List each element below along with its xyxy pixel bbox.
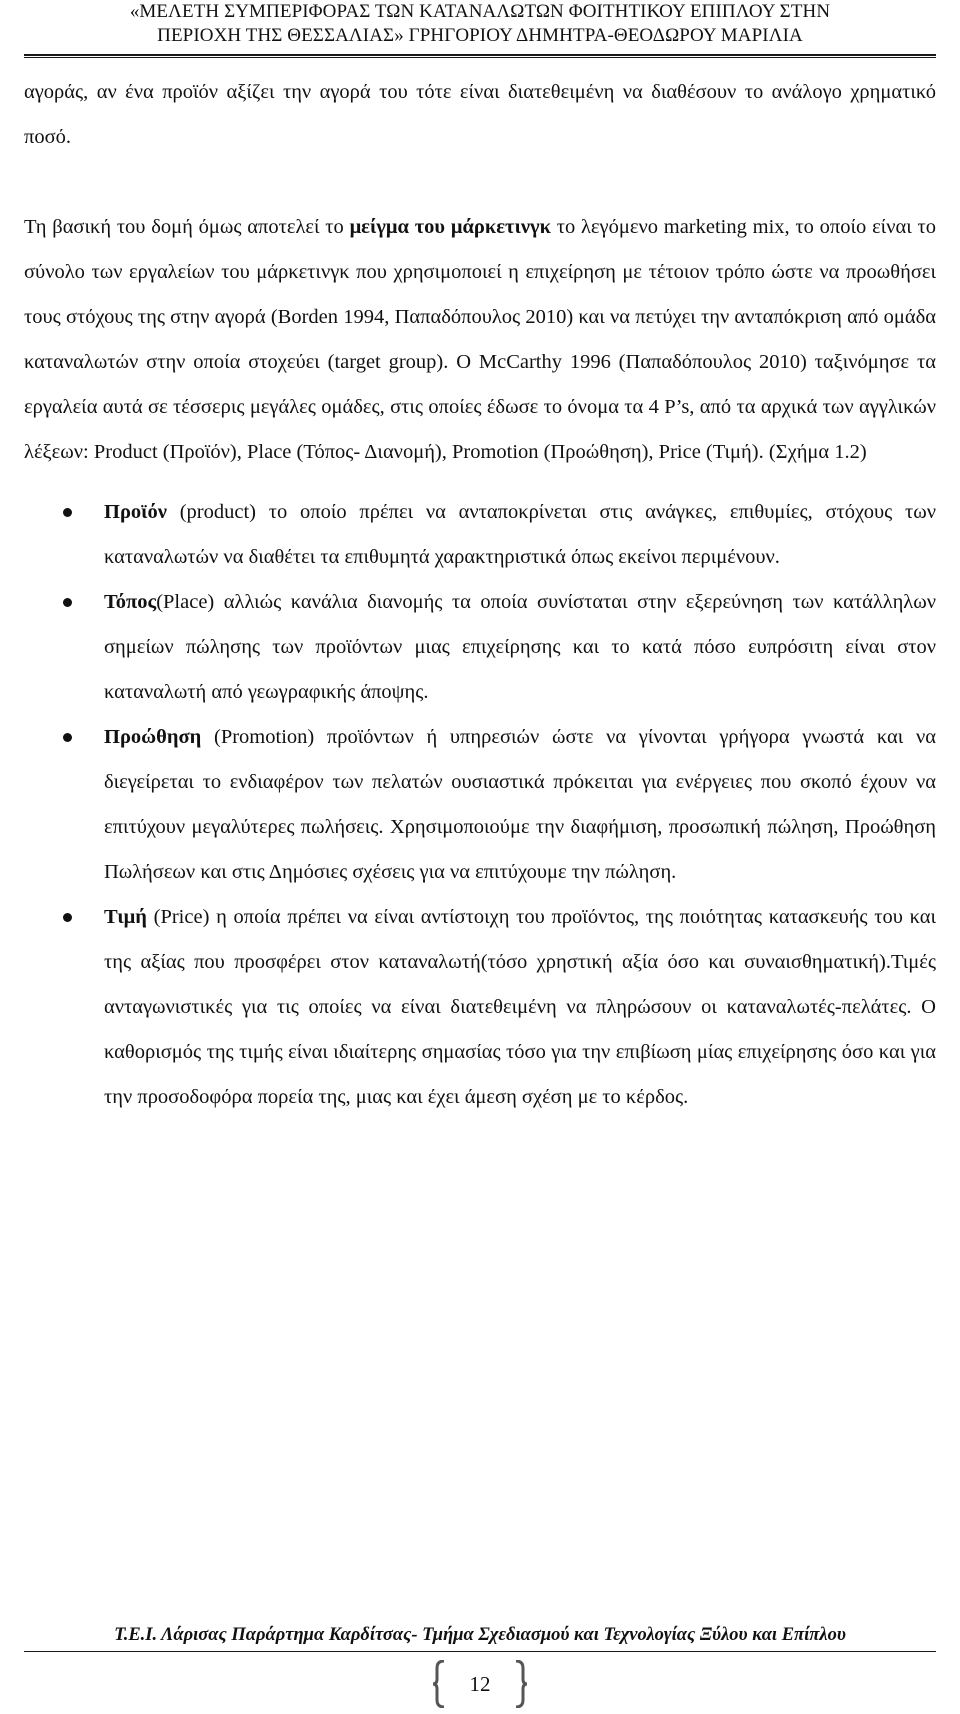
bullet-icon [63,508,72,517]
list-item-text: (Promotion) προϊόντων ή υπηρεσιών ώστε να γίνονται γρήγορα γνωστά και να διεγείρεται το ενδιαφέρον των πελατών ουσιαστικά πρόκειται για ενέργειες που σκοπό έχουν να επιτύχουν μεγαλύτερες πωλήσεις. Χρησιμοποιούμε την διαφήμιση, προσωπική πώληση, Προώθηση Πωλήσεων και στις Δημόσιες σχέσεις για να επιτύχουμε την πώληση. [104,726,936,883]
list-item-term: Τόπος [104,591,157,613]
footer-rule [24,1651,936,1652]
list-item [24,895,936,1120]
list-item-term: Προώθηση [104,726,202,748]
header-line-1: «ΜΕΛΕΤΗ ΣΥΜΠΕΡΙΦΟΡΑΣ ΤΩΝ ΚΑΤΑΝΑΛΩΤΩΝ ΦΟΙΤΗΤΙΚΟΥ ΕΠΙΠΛΟΥ ΣΤΗΝ [129,1,831,22]
main-paragraph-rest: το λεγόμενο marketing mix, το οποίο είναι το σύνολο των εργαλείων του μάρκετινγκ που χρησιμοποιεί η επιχείρηση με τέτοιον τρόπο ώστε να προωθήσει τους στόχους της στην αγορά (Borden 1994, Παπαδόπουλος 2010) και να πετύχει την ανταπόκριση από ομάδα καταναλωτών στην οποία στοχεύει (target group). O McCarthy 1996 (Παπαδόπουλος 2010) ταξινόμησε τα εργαλεία αυτά σε τέσσερις μεγάλες ομάδες, στις οποίες έδωσε το όνομα τα 4 P’s, από τα αρχικά των αγγλικών λέξεων: Product (Προϊόν), Place (Τόπος- Διανομή), Promotion (Προώθηση), Price (Τιμή). (Σχήμα 1.2) [24,216,936,463]
list-item-text: (Price) η οποία πρέπει να είναι αντίστοιχη του προϊόντος, της ποιότητας κατασκευής του και της αξίας που προσφέρει στον καταναλωτή(τόσο χρηστική αξία όσο και συναισθηματική).Τιμές ανταγωνιστικές για τις οποίες να είναι διατεθειμένη να πληρώσουν οι καταναλωτές-πελάτες. Ο καθορισμός της τιμής είναι ιδιαίτερης σημασίας τόσο για την επιβίωση μίας επιχείρησης όσο και για την προσοδοφόρα πορεία της, μιας και έχει άμεση σχέση με το κέρδος. [104,906,936,1108]
list-item-text: (Place) αλλιώς κανάλια διανομής τα οποία συνίσταται στην εξερεύνηση των κατάλληλων σημείων πώλησης των προϊόντων μιας επιχείρησης και το κατά πόσο ευπρόσιτη είναι στον καταναλωτή από γεωγραφικής άποψης. [104,591,936,703]
running-header [24,0,936,48]
marketing-mix-term: μείγμα του μάρκετινγκ [349,216,551,238]
page-number-box [432,1660,528,1708]
page-number: 12 [469,1672,491,1696]
main-paragraph-start: Τη βασική του δομή όμως αποτελεί το [24,216,350,238]
bullet-icon [63,733,72,742]
list-item [24,580,936,715]
marketing-mix-list [24,490,936,1120]
right-brace-icon [514,1660,528,1708]
bullet-icon [63,598,72,607]
bullet-icon [63,913,72,922]
running-footer: Τ.Ε.Ι. Λάρισας Παράρτημα Καρδίτσας- Τμήμα Σχεδιασμού και Τεχνολογίας Ξύλου και Επίπλου [114,1625,846,1645]
list-item-term: Προϊόν [104,501,167,523]
list-item-text: (product) το οποίο πρέπει να ανταποκρίνεται στις ανάγκες, επιθυμίες, στόχους των καταναλωτών να διαθέτει τα επιθυμητά χαρακτηριστικά όπως εκείνοι περιμένουν. [104,501,936,568]
header-rule [24,54,936,58]
body-text [24,70,936,1120]
list-item [24,490,936,580]
main-paragraph [24,205,936,475]
intro-paragraph: αγοράς, αν ένα προϊόν αξίζει την αγορά του τότε είναι διατεθειμένη να διαθέσουν το ανάλογο χρηματικό ποσό. [24,81,936,148]
list-item [24,715,936,895]
left-brace-icon [432,1660,446,1708]
header-line-2: ΠΕΡΙΟΧΗ ΤΗΣ ΘΕΣΣΑΛΙΑΣ» ΓΡΗΓΟΡΙΟΥ ΔΗΜΗΤΡΑ-ΘΕΟΔΩΡΟΥ ΜΑΡΙΛΙΑ [157,25,803,46]
list-item-term: Τιμή [104,906,147,928]
